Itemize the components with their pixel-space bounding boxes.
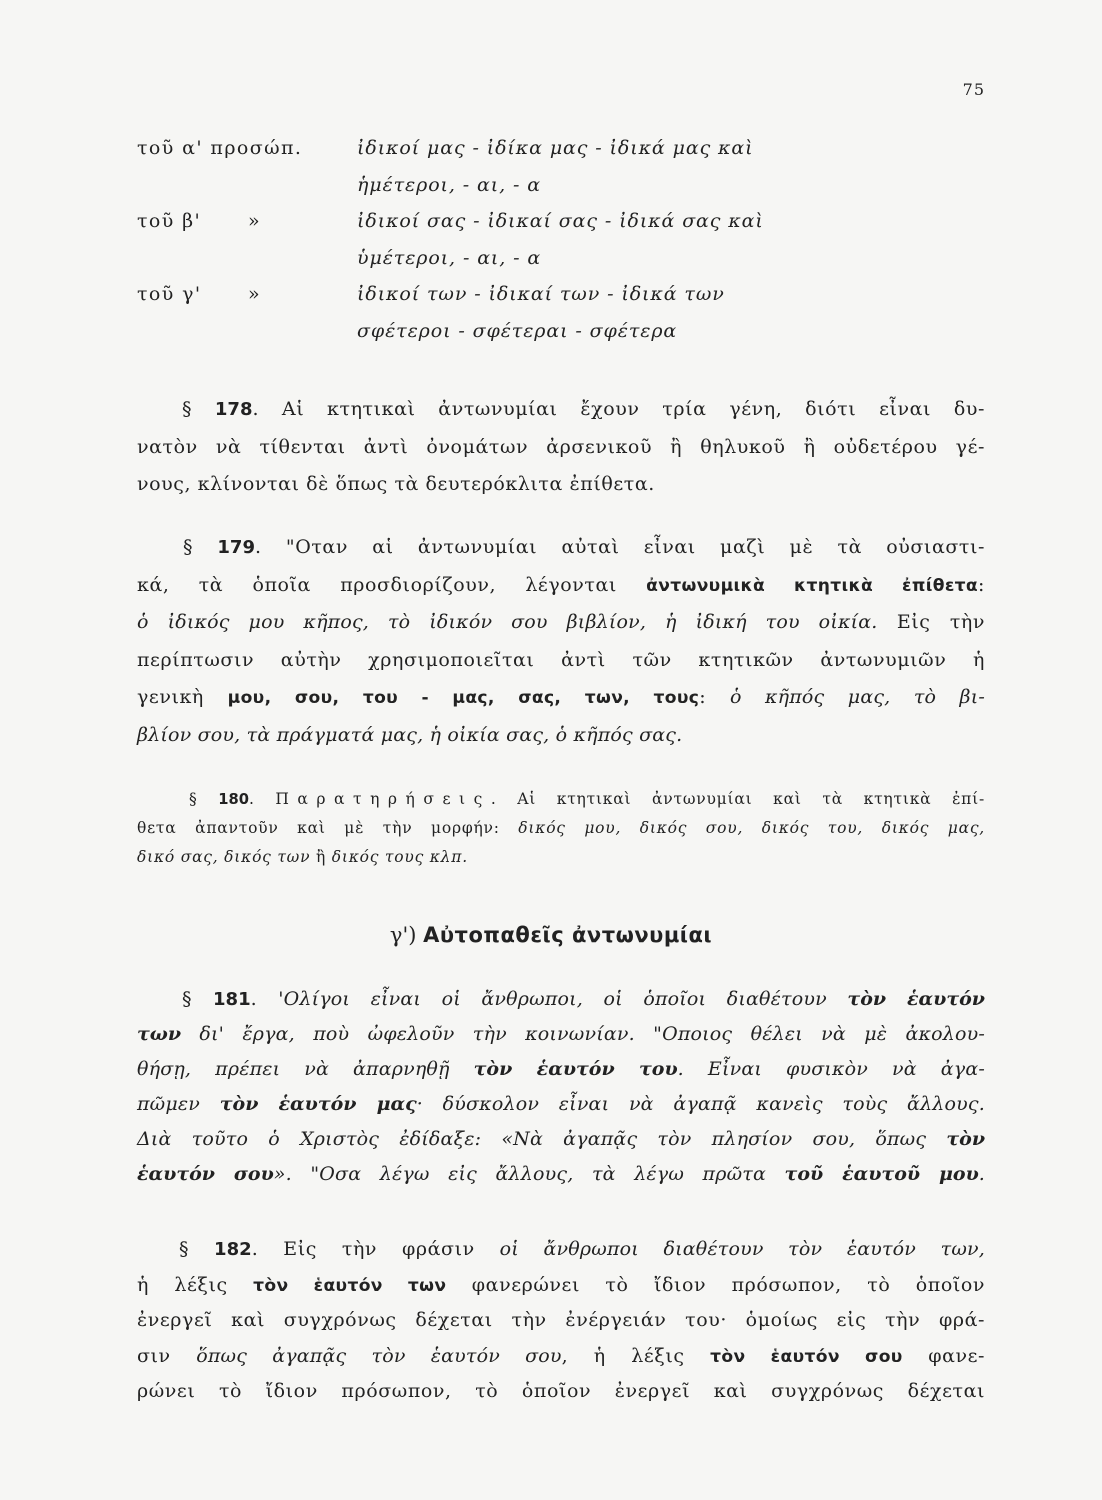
ditto-mark: » — [248, 210, 260, 233]
text-line — [137, 814, 985, 843]
text: θετα ἀπαντοῦν καὶ μὲ τὴν μορφήν: — [137, 819, 519, 837]
section-heading — [0, 915, 1102, 955]
text: Εἰς τὴν — [877, 611, 985, 634]
text: . Αἱ κτητικαὶ ἀντωνυμίαι ἔχουν τρία γένη, διότι εἶναι δυ- — [252, 398, 985, 420]
page-number: 75 — [962, 80, 985, 99]
pronoun-forms-continued: ἡμέτεροι, - αι, - α — [357, 173, 541, 196]
text: σιν — [137, 1344, 197, 1367]
section-number: 181 — [213, 989, 251, 1010]
ditto-mark: » — [248, 283, 260, 306]
text-line — [137, 1268, 985, 1304]
text: νους, κλίνονται δὲ ὅπως τὰ δευτερόκλιτα ἐπίθετα. — [137, 473, 655, 495]
text-line — [137, 717, 985, 755]
text: § — [182, 398, 215, 420]
text: . "Οταν αἱ ἀντωνυμίαι αὐταὶ εἶναι μαζὶ μὲ τὰ οὐσιαστι- — [255, 536, 985, 558]
text: § — [189, 790, 219, 808]
pronoun-forms: ἰδικοί σας - ἰδικαί σας - ἰδικά σας καὶ — [357, 210, 764, 233]
text: . — [248, 790, 276, 808]
pronoun-forms-continued: ὑμέτεροι, - αι, - α — [357, 246, 542, 269]
text-line — [137, 843, 985, 872]
bold-term: τὸν ἑαυτόν των — [253, 1275, 447, 1296]
italic-text: πῶμεν — [137, 1093, 220, 1115]
text: φανερώνει τὸ ἴδιον πρόσωπον, τὸ ὁποῖον — [446, 1273, 986, 1296]
italic-text: . — [978, 1163, 985, 1185]
text-line — [137, 1017, 985, 1052]
italic-text: οἱ ἄνθρωποι διαθέτουν τὸν ἑαυτόν των, — [499, 1238, 985, 1260]
person-label: τοῦ β' — [137, 210, 202, 233]
table-row — [137, 203, 985, 276]
spaced-text: Παρατηρήσεις — [275, 790, 491, 808]
text-line — [137, 529, 985, 567]
italic-text: βλίον σου, τὰ πράγματά μας, ἡ οἰκία σας, ὁ κῆπός σας. — [137, 723, 683, 746]
text-line — [137, 1157, 985, 1192]
italic-text: δικός μου, δικός σου, δικός του, δικός μας, — [518, 819, 985, 837]
section-number: 182 — [214, 1239, 252, 1260]
italic-text: δικός τους κλπ. — [326, 848, 468, 866]
text-line — [137, 391, 985, 429]
section-letter: γ') — [389, 923, 417, 947]
bold-term: μου, σου, του - μας, σας, των, τους — [227, 688, 700, 709]
text: . — [250, 988, 279, 1010]
italic-text: ὅπως ἀγαπᾷς τὸν ἑαυτόν σου — [196, 1344, 562, 1367]
text: ἢ — [316, 848, 327, 866]
bold-italic-term: τὸν ἑαυτόν μας — [219, 1093, 417, 1115]
text: ρώνει τὸ ἴδιον πρόσωπον, τὸ ὁποῖον ἐνεργεῖ καὶ συγχρόνως δέχεται — [137, 1380, 985, 1402]
bold-italic-term: τὸν ἑαυτόν του — [473, 1058, 678, 1080]
section-number: 178 — [214, 399, 253, 420]
text-line — [137, 1303, 985, 1339]
text: περίπτωσιν αὐτὴν χρησιμοποιεῖται ἀντὶ τῶν κτητικῶν ἀντωνυμιῶν ἡ — [137, 648, 985, 671]
bold-italic-term: τὸν ἑαυτόν — [847, 988, 985, 1010]
paragraph-180-remarks — [137, 785, 985, 872]
paragraph-179 — [137, 529, 985, 755]
italic-text: 'Ολίγοι εἶναι οἱ ἄνθρωποι, οἱ ὁποῖοι διαθέτουν — [278, 988, 848, 1010]
text: γενικὴ — [137, 686, 228, 709]
section-title: Αὐτοπαθεῖς ἀντωνυμίαι — [423, 923, 713, 947]
italic-text: Διὰ τοῦτο ὁ Χριστὸς ἐδίδαξε: «Νὰ ἀγαπᾷς τὸν πλησίον σου, ὅπως — [137, 1128, 947, 1150]
text: φανε- — [902, 1344, 986, 1367]
text: νατὸν νὰ τίθενται ἀντὶ ὀνομάτων ἀρσενικοῦ ἢ θηλυκοῦ ἢ οὐδετέρου γέ- — [137, 435, 985, 458]
possessive-pronoun-table — [137, 130, 985, 350]
text-line — [137, 642, 985, 680]
text-line — [137, 785, 985, 814]
text-line — [137, 567, 985, 605]
table-row — [137, 276, 985, 349]
italic-text: ». "Οσα λέγω εἰς ἄλλους, τὰ λέγω πρῶτα — [273, 1163, 785, 1185]
text: , ἡ λέξις — [561, 1344, 711, 1367]
text: § — [183, 536, 218, 558]
text: : — [978, 573, 985, 596]
italic-text: ὁ ἰδικός μου κῆπος, τὸ ἰδικόν σου βιβλίον, ἡ ἰδική του οἰκία. — [137, 611, 878, 634]
text: ἡ λέξις — [137, 1273, 254, 1296]
text-line — [137, 1232, 985, 1268]
text-line — [137, 466, 985, 504]
bold-italic-term: τοῦ ἑαυτοῦ μου — [784, 1163, 979, 1185]
paragraph-181 — [137, 982, 985, 1192]
pronoun-forms: ἰδικοί μας - ἰδίκα μας - ἰδικά μας καὶ — [357, 137, 754, 159]
text-line — [137, 679, 985, 717]
paragraph-182 — [137, 1232, 985, 1410]
text-line — [137, 1122, 985, 1157]
person-label: τοῦ α' προσώπ. — [137, 137, 303, 159]
text: § — [182, 988, 213, 1010]
table-row — [137, 130, 985, 203]
section-number: 179 — [217, 537, 255, 558]
text-line — [137, 1087, 985, 1122]
bold-italic-term: ἑαυτόν σου — [137, 1163, 274, 1185]
bold-term: ἀντωνυμικὰ κτητικὰ ἐπίθετα — [646, 575, 979, 596]
bold-italic-term: τὸν — [946, 1128, 985, 1150]
person-label: τοῦ γ' — [137, 283, 202, 306]
bold-italic-term: των — [137, 1023, 182, 1045]
text-line — [137, 429, 985, 467]
italic-text: δικό σας, δικός των — [137, 848, 316, 866]
italic-text: ὁ κῆπός μας, τὸ βι- — [729, 686, 985, 709]
pronoun-forms-continued: σφέτεροι - σφέτεραι - σφέτερα — [357, 319, 678, 342]
text-line — [137, 604, 985, 642]
italic-text: · δύσκολον εἶναι νὰ ἀγαπᾷ κανεὶς τοὺς ἄλλους. — [416, 1093, 985, 1115]
text: : — [699, 686, 730, 709]
text: κά, τὰ ὁποῖα προσδιορίζουν, λέγονται — [137, 573, 647, 596]
italic-text: δι' ἔργα, ποὺ ὠφελοῦν τὴν κοινωνίαν. "Οποιος θέλει νὰ μὲ ἀκολου- — [181, 1023, 985, 1045]
italic-text: . Εἶναι φυσικὸν νὰ ἀγα- — [677, 1058, 985, 1080]
text-line — [137, 1339, 985, 1375]
text-line — [137, 1374, 985, 1410]
italic-text: θήσῃ, πρέπει νὰ ἀπαρνηθῇ — [137, 1058, 474, 1080]
text-line — [137, 982, 985, 1017]
paragraph-178 — [137, 391, 985, 504]
pronoun-forms: ἰδικοί των - ἰδικαί των - ἰδικά των — [357, 283, 725, 306]
text: § — [179, 1238, 215, 1260]
text-line — [137, 1052, 985, 1087]
bold-term: τὸν ἑαυτόν σου — [710, 1346, 903, 1367]
text: . Εἰς τὴν φράσιν — [251, 1238, 500, 1260]
text: ἐνεργεῖ καὶ συγχρόνως δέχεται τὴν ἐνέργειάν του· ὁμοίως εἰς τὴν φρά- — [137, 1309, 985, 1331]
text: . Αἱ κτητικαὶ ἀντωνυμίαι καὶ τὰ κτητικὰ ἐπί- — [490, 790, 985, 808]
section-number: 180 — [218, 791, 249, 808]
